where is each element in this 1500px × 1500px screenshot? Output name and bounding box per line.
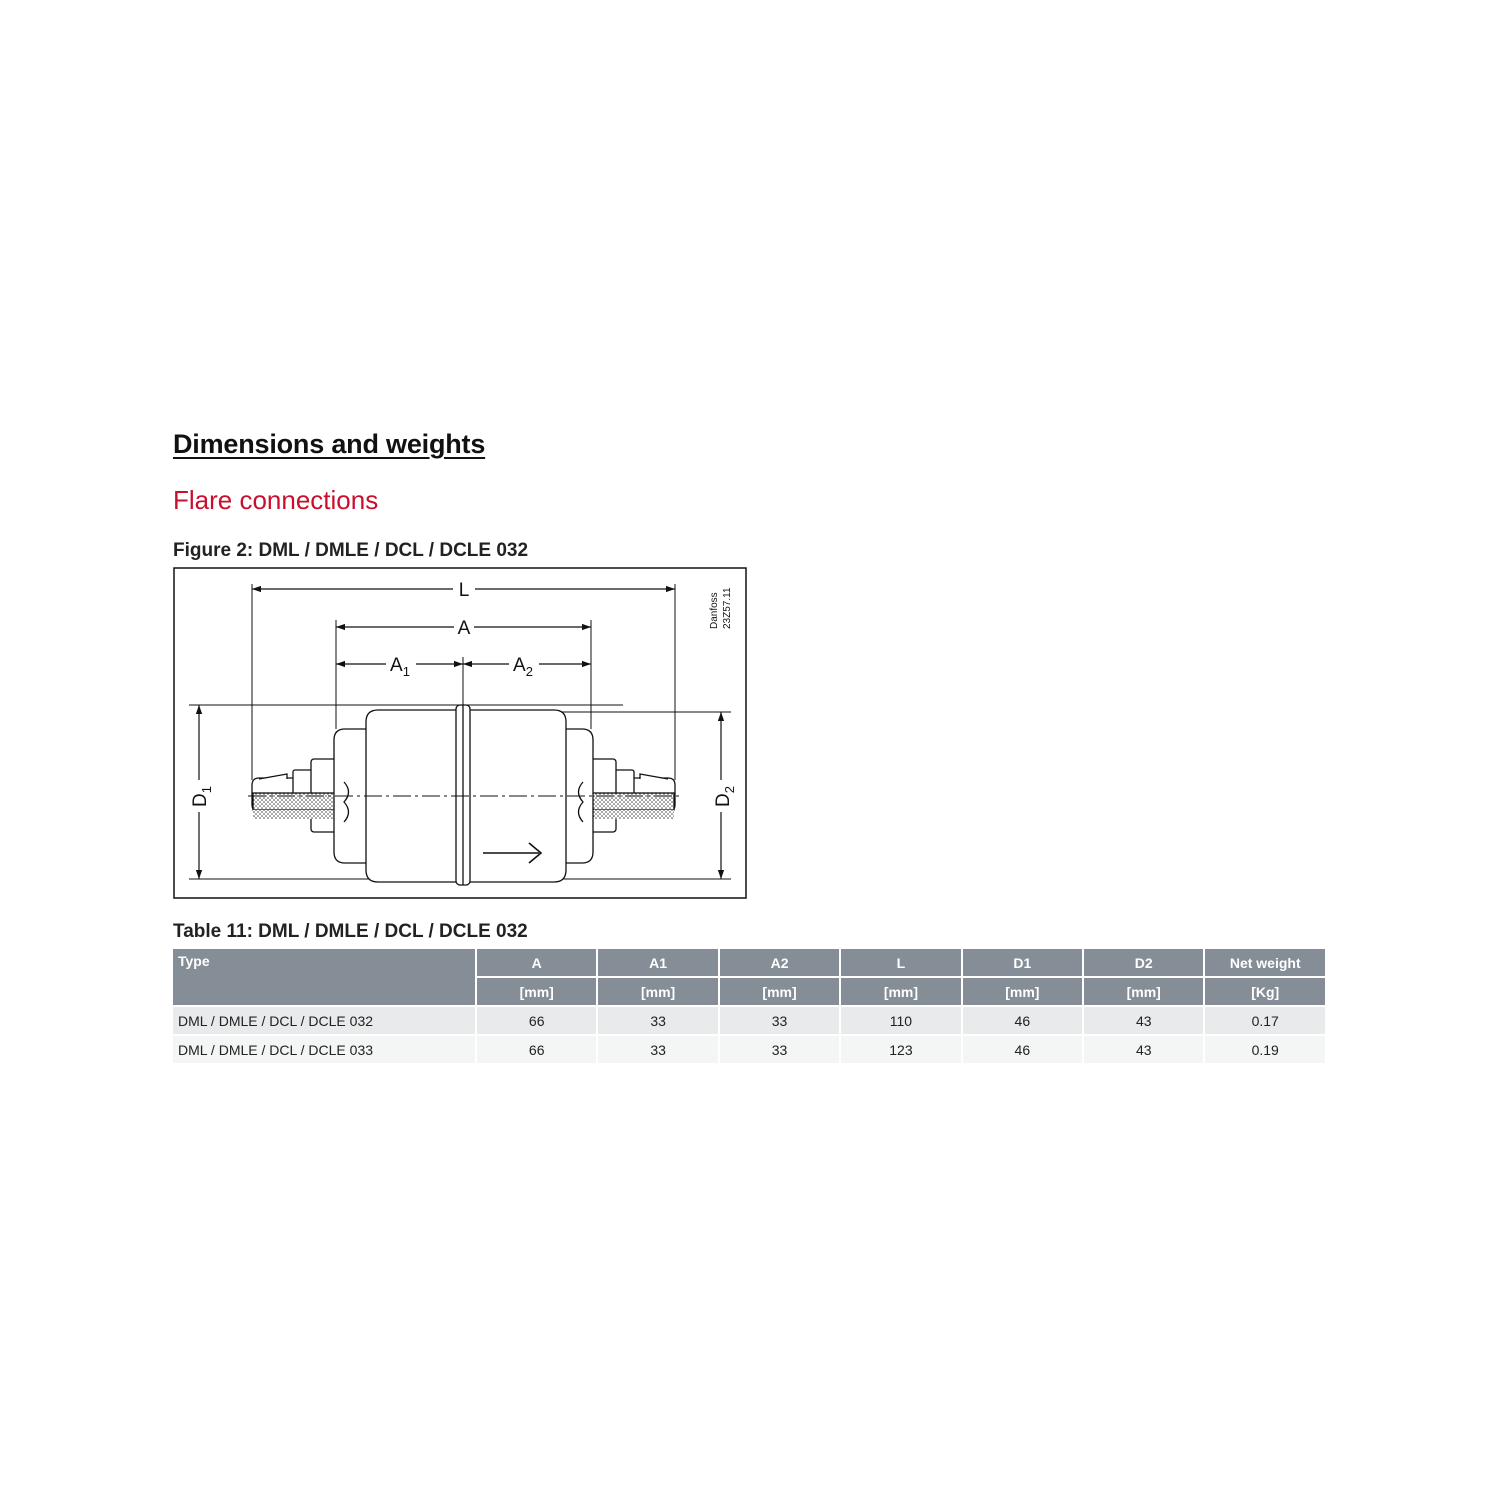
section-subheading: Flare connections xyxy=(173,485,379,515)
column-header-a2: A2 xyxy=(720,949,839,978)
unit-net-weight: [Kg] xyxy=(1205,978,1325,1007)
brand-reference: Danfoss xyxy=(709,592,720,629)
cell-type: DML / DMLE / DCL / DCLE 032 xyxy=(173,1007,475,1036)
cell-l: 123 xyxy=(841,1036,960,1065)
filter-drier-diagram xyxy=(173,567,747,899)
figure-caption: Figure 2: DML / DMLE / DCL / DCLE 032 xyxy=(173,540,529,561)
table-caption: Table 11: DML / DMLE / DCL / DCLE 032 xyxy=(173,921,528,942)
cell-d1: 46 xyxy=(963,1036,1082,1065)
cell-d2: 43 xyxy=(1084,1007,1203,1036)
unit-l: [mm] xyxy=(841,978,960,1007)
dim-label-D1: $D_1$ xyxy=(190,786,214,807)
column-header-a1: A1 xyxy=(598,949,717,978)
cell-d2: 43 xyxy=(1084,1036,1203,1065)
unit-a2: [mm] xyxy=(720,978,839,1007)
filter-drier-body xyxy=(252,705,675,885)
dim-label-D2: $D_2$ xyxy=(713,786,737,807)
drawing-number: 23Z57.11 xyxy=(722,587,733,629)
column-header-d2: D2 xyxy=(1084,949,1203,978)
cell-a2: 33 xyxy=(720,1036,839,1065)
page-heading: Dimensions and weights xyxy=(173,429,486,459)
unit-d2: [mm] xyxy=(1084,978,1203,1007)
column-header-l: L xyxy=(841,949,960,978)
cell-net-weight: 0.17 xyxy=(1205,1007,1325,1036)
dim-label-A2: $A_2$ xyxy=(513,655,533,679)
cell-a1: 33 xyxy=(598,1007,717,1036)
cell-net-weight: 0.19 xyxy=(1205,1036,1325,1065)
dim-label-A1: $A_1$ xyxy=(390,655,410,679)
cell-a: 66 xyxy=(477,1036,596,1065)
unit-d1: [mm] xyxy=(963,978,1082,1007)
dim-label-A: A xyxy=(457,618,471,639)
column-header-type: Type xyxy=(173,949,475,1007)
cell-type: DML / DMLE / DCL / DCLE 033 xyxy=(173,1036,475,1065)
cell-l: 110 xyxy=(841,1007,960,1036)
dim-label-L: L xyxy=(458,580,470,601)
unit-a1: [mm] xyxy=(598,978,717,1007)
table-header-row xyxy=(173,949,1325,978)
table-row xyxy=(173,1007,1325,1036)
cell-a1: 33 xyxy=(598,1036,717,1065)
cell-a: 66 xyxy=(477,1007,596,1036)
cell-a2: 33 xyxy=(720,1007,839,1036)
dimensions-table xyxy=(171,949,1327,1065)
table-row xyxy=(173,1036,1325,1065)
column-header-net-weight: Net weight xyxy=(1205,949,1325,978)
cell-d1: 46 xyxy=(963,1007,1082,1036)
column-header-a: A xyxy=(477,949,596,978)
unit-a: [mm] xyxy=(477,978,596,1007)
column-header-d1: D1 xyxy=(963,949,1082,978)
